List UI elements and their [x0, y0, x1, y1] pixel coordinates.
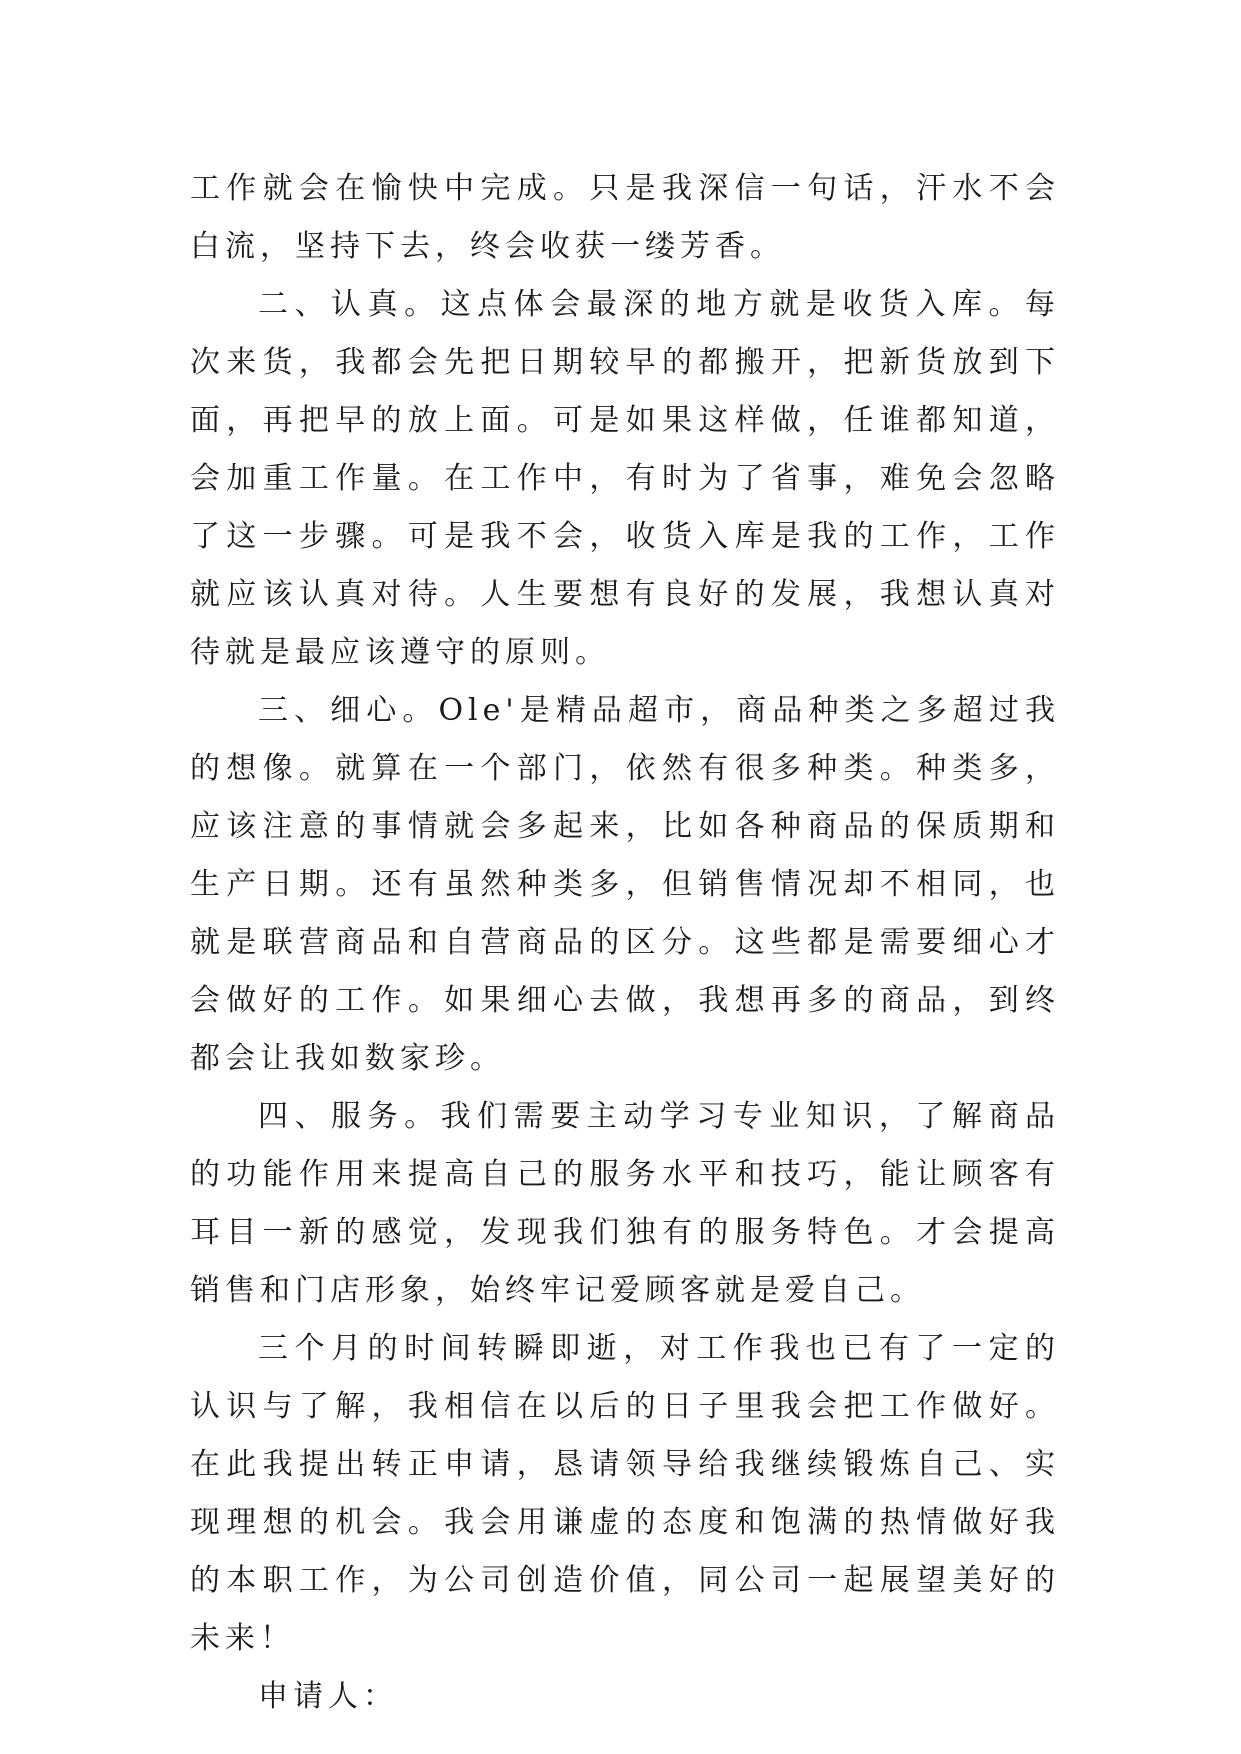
- paragraph-careful: 三、细心。Ole'是精品超市，商品种类之多超过我的想像。就算在一个部门，依然有很多种类。种类多，应该注意的事情就会多起来，比如各种商品的保质期和生产日期。还有虽然种类多，但销售情况却不相同，也就是联营商品和自营商品的区分。这些都是需要细心才会做好的工作。如果细心去做，我想再多的商品，到终都会让我如数家珍。: [190, 693, 1060, 1076]
- paragraph-conclusion: 三个月的时间转瞬即逝，对工作我也已有了一定的认识与了解，我相信在以后的日子里我会把工作做好。在此我提出转正申请，恳请领导给我继续锻炼自己、实现理想的机会。我会用谦虚的态度和饱满的热情做好我的本职工作，为公司创造价值，同公司一起展望美好的未来！: [190, 1331, 1060, 1656]
- paragraph-conscientious: 二、认真。这点体会最深的地方就是收货入库。每次来货，我都会先把日期较早的都搬开，把新货放到下面，再把早的放上面。可是如果这样做，任谁都知道，会加重工作量。在工作中，有时为了省事，难免会忽略了这一步骤。可是我不会，收货入库是我的工作，工作就应该认真对待。人生要想有良好的发展，我想认真对待就是最应该遵守的原则。: [190, 287, 1060, 670]
- document-body: [190, 160, 1060, 1726]
- paragraph-continuation: 工作就会在愉快中完成。只是我深信一句话，汗水不会白流，坚持下去，终会收获一缕芳香。: [190, 171, 1060, 264]
- applicant-signature-label: 申请人：: [258, 1679, 398, 1714]
- paragraph-service: 四、服务。我们需要主动学习专业知识，了解商品的功能作用来提高自己的服务水平和技巧，能让顾客有耳目一新的感觉，发现我们独有的服务特色。才会提高销售和门店形象，始终牢记爱顾客就是爱自己。: [190, 1099, 1060, 1308]
